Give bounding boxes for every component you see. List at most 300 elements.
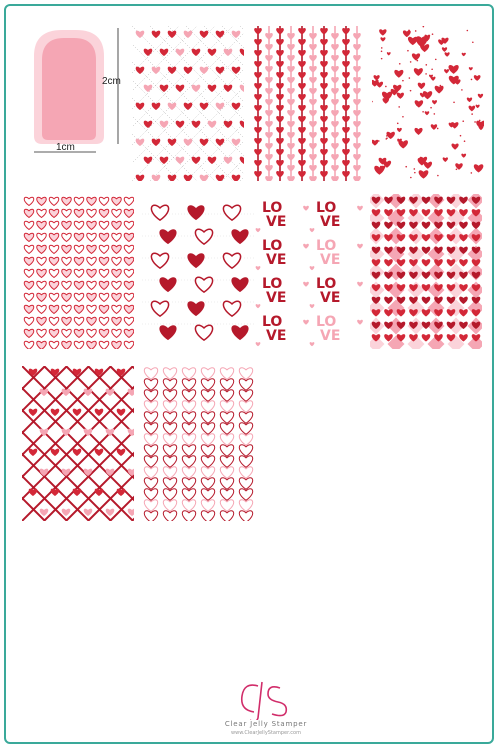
heart-shape [87, 305, 97, 313]
heart-shape [384, 222, 393, 229]
heart-shape [99, 269, 109, 277]
dot [402, 116, 404, 118]
heart-shape [201, 434, 214, 446]
love-text: LO [262, 276, 283, 292]
heart-shape [239, 390, 252, 402]
nail-size-guide [32, 26, 142, 161]
heart-shape [422, 259, 431, 266]
heart-shape [200, 67, 209, 74]
heart-shape [160, 49, 169, 56]
heart-shape [151, 205, 168, 220]
dot [432, 33, 434, 35]
dot [410, 177, 412, 179]
heart-shape [424, 162, 432, 169]
heart-shape [184, 31, 193, 38]
heart-shape [87, 233, 97, 241]
heart-shape [163, 511, 176, 521]
heart-shape [168, 175, 177, 181]
heart-shape [74, 305, 84, 313]
dot [464, 140, 466, 142]
heart-shape [73, 489, 82, 496]
heart-shape [216, 67, 225, 74]
heart-shape [73, 449, 82, 456]
heart-shape [239, 445, 252, 457]
heart-shape [163, 412, 176, 424]
heart-shape [144, 157, 153, 164]
heart-shape [49, 341, 59, 349]
heart-shape [239, 456, 252, 468]
love-text: VE [320, 214, 341, 230]
dot [377, 80, 379, 82]
love-text: VE [266, 214, 287, 230]
heart-shape [461, 154, 466, 158]
heart-shape [422, 234, 431, 241]
heart-shape [51, 489, 60, 496]
heart-shape [223, 301, 240, 316]
heart-shape [163, 478, 176, 490]
heart-shape [303, 206, 309, 211]
dot [422, 111, 424, 113]
heart-shape [220, 489, 233, 501]
dot [453, 101, 455, 103]
heart-shape [124, 281, 134, 289]
heart-shape [201, 489, 214, 501]
heart-shape [49, 257, 59, 265]
heart-shape [201, 368, 214, 380]
dot [471, 113, 473, 115]
heart-shape [184, 103, 193, 110]
heart-shape [24, 257, 34, 265]
heart-shape [384, 259, 393, 266]
heart-shape [239, 423, 252, 435]
heart-shape [201, 423, 214, 435]
pattern-block [428, 282, 445, 299]
heart-shape [200, 175, 209, 181]
heart-shape [144, 49, 153, 56]
heart-shape [87, 257, 97, 265]
heart-shape [87, 209, 97, 217]
heart-shape [29, 489, 38, 496]
dot [407, 50, 409, 52]
pattern-panel-7[interactable] [370, 194, 482, 349]
heart-shape [182, 423, 195, 435]
heart-shape [152, 31, 161, 38]
heart-shape [447, 222, 456, 229]
dot [434, 113, 436, 115]
pattern-panel-3[interactable] [372, 26, 484, 181]
dot [461, 89, 463, 91]
heart-shape [397, 259, 406, 266]
heart-shape [24, 329, 34, 337]
heart-shape [112, 305, 122, 313]
dot [431, 68, 433, 70]
heart-shape [74, 341, 84, 349]
heart-shape [117, 489, 126, 496]
heart-shape [459, 222, 468, 229]
heart-shape [412, 53, 420, 60]
heart-shape [112, 209, 122, 217]
heart-shape [240, 49, 244, 56]
heart-shape [144, 412, 157, 424]
heart-shape [163, 434, 176, 446]
heart-shape [37, 293, 47, 301]
heart-shape [256, 304, 261, 308]
heart-shape [184, 67, 193, 74]
dot [386, 135, 388, 137]
dot [474, 121, 476, 123]
dot [415, 30, 417, 32]
heart-shape [99, 317, 109, 325]
love-text: VE [320, 252, 341, 268]
heart-shape [357, 282, 363, 287]
heart-shape [420, 93, 426, 98]
heart-shape [422, 222, 431, 229]
heart-shape [87, 197, 97, 205]
heart-shape [124, 317, 134, 325]
dot [402, 80, 404, 82]
pattern-panel-6[interactable] [254, 194, 366, 349]
dot [422, 159, 424, 161]
heart-criss-cross-lattice [22, 366, 134, 521]
heart-shape [62, 257, 72, 265]
heart-shape [420, 44, 429, 52]
pattern-panel-1[interactable] [132, 26, 244, 181]
heart-shape [184, 175, 193, 181]
heart-shape [201, 500, 214, 512]
heart-shape [49, 197, 59, 205]
pattern-panel-4[interactable] [22, 194, 134, 349]
heart-shape [208, 157, 217, 164]
heart-shape [451, 144, 458, 150]
heart-shape [37, 329, 47, 337]
heart-shape [49, 221, 59, 229]
heart-shape [220, 511, 233, 521]
heart-shape [220, 467, 233, 479]
heart-shape [99, 281, 109, 289]
heart-shape [62, 209, 72, 217]
heart-shape [163, 500, 176, 512]
dot [381, 47, 383, 49]
heart-shape [49, 293, 59, 301]
heart-shape [459, 309, 468, 316]
outline-heart-columns [142, 366, 254, 521]
heart-shape [201, 401, 214, 413]
heart-shape [220, 500, 233, 512]
pattern-panel-8[interactable] [22, 366, 134, 521]
heart-shape [62, 341, 72, 349]
heart-shape [159, 277, 176, 292]
heart-shape [216, 103, 225, 110]
dot [438, 86, 440, 88]
dot [437, 128, 439, 130]
heart-shape [240, 157, 244, 164]
heart-shape [144, 401, 157, 413]
heart-shape [124, 341, 134, 349]
heart-shape [201, 412, 214, 424]
heart-shape [24, 197, 34, 205]
heart-shape [232, 175, 241, 181]
heart-shape [195, 325, 212, 340]
heart-shape [357, 320, 363, 325]
heart-shape [74, 197, 84, 205]
heart-shape [160, 157, 169, 164]
pattern-panel-5[interactable] [142, 194, 254, 349]
heart-shape [99, 221, 109, 229]
heart-shape [144, 445, 157, 457]
heart-shape [444, 69, 449, 73]
heart-shape [239, 489, 252, 501]
heart-shape [62, 509, 71, 516]
heart-shape [398, 140, 408, 148]
heart-shape [201, 445, 214, 457]
heart-shape [74, 269, 84, 277]
heart-shape [422, 334, 431, 341]
width-label: 1cm [56, 142, 75, 153]
heart-shape [220, 368, 233, 380]
heart-shape [168, 67, 177, 74]
heart-shape [151, 301, 168, 316]
pattern-panel-2[interactable] [252, 26, 364, 181]
heart-shape [51, 409, 60, 416]
dot [372, 101, 373, 103]
love-text: LO [316, 276, 337, 292]
heart-shape [24, 293, 34, 301]
love-text: LO [316, 314, 337, 330]
heart-shape [74, 257, 84, 265]
heart-shape [467, 97, 472, 102]
heart-shape [431, 124, 437, 130]
heart-shape [397, 128, 402, 132]
heart-shape [128, 469, 134, 476]
love-text: LO [262, 200, 283, 216]
heart-shape [124, 209, 134, 217]
heart-shape [176, 157, 185, 164]
heart-shape [112, 317, 122, 325]
heart-shape [256, 228, 261, 232]
heart-shape [95, 449, 104, 456]
pattern-block [408, 282, 425, 299]
heart-shape [49, 329, 59, 337]
heart-shape [422, 309, 431, 316]
heart-shape [182, 511, 195, 521]
dot [416, 104, 418, 106]
heart-shape [62, 197, 72, 205]
heart-shape [144, 368, 157, 380]
dot [471, 79, 473, 81]
heart-shape [163, 390, 176, 402]
dot [426, 40, 428, 42]
dot [378, 140, 380, 142]
heart-shape [24, 281, 34, 289]
heart-shape [62, 317, 72, 325]
heart-shape [419, 170, 429, 178]
heart-shape [24, 305, 34, 313]
heart-shape [159, 229, 176, 244]
heart-shape [49, 233, 59, 241]
love-text: VE [320, 328, 341, 344]
heart-shape [144, 478, 157, 490]
heart-shape [62, 245, 72, 253]
heart-shape [303, 282, 309, 287]
heart-shape [163, 423, 176, 435]
brand-url[interactable]: www.ClearJellyStamper.com [231, 730, 301, 736]
heart-shape [124, 197, 134, 205]
heart-shape [231, 277, 248, 292]
heart-shape [144, 423, 157, 435]
heart-shape [151, 253, 168, 268]
heart-shape [124, 245, 134, 253]
heart-shape [256, 266, 261, 270]
heart-shape [163, 368, 176, 380]
heart-shape [397, 93, 404, 99]
heart-shape [62, 233, 72, 241]
heart-shape [144, 121, 153, 128]
pattern-line [22, 366, 134, 521]
heart-shape [357, 244, 363, 249]
heart-shape [124, 329, 134, 337]
heart-shape [87, 221, 97, 229]
dot [456, 169, 458, 171]
love-text: VE [266, 328, 287, 344]
love-text: LO [316, 200, 337, 216]
heart-shape [87, 317, 97, 325]
heart-shape [40, 509, 49, 516]
heart-shape [239, 379, 252, 391]
heart-shape [163, 456, 176, 468]
heart-shape [74, 281, 84, 289]
love-text: VE [320, 290, 341, 306]
heart-shape [112, 221, 122, 229]
heart-shape [49, 317, 59, 325]
heart-shape [49, 245, 59, 253]
dot [471, 172, 473, 174]
heart-shape [87, 269, 97, 277]
heart-shape [37, 233, 47, 241]
dot [408, 29, 410, 31]
heart-shape [256, 342, 261, 346]
heart-shape [168, 139, 177, 146]
heart-shape [112, 281, 122, 289]
heart-shape [192, 121, 201, 128]
heart-shape [303, 320, 309, 325]
heart-shape [152, 175, 161, 181]
dot [409, 77, 411, 79]
heart-shape [414, 68, 423, 76]
heart-shape [37, 269, 47, 277]
heart-shape [37, 245, 47, 253]
heart-shape [187, 205, 204, 220]
heart-shape [99, 257, 109, 265]
dot [462, 120, 464, 122]
heart-shape [144, 467, 157, 479]
heart-shape [112, 329, 122, 337]
dot [381, 58, 383, 60]
heart-shape [160, 121, 169, 128]
heart-shape [310, 266, 315, 270]
dot [398, 106, 400, 108]
love-text: LO [262, 314, 283, 330]
heart-shape [469, 106, 476, 112]
heart-shape [176, 49, 185, 56]
heart-shape [376, 82, 383, 88]
heart-shape [447, 259, 456, 266]
heart-shape [442, 47, 447, 52]
heart-shape [240, 121, 244, 128]
heart-shape [144, 511, 157, 521]
heart-shape [220, 412, 233, 424]
dot [421, 39, 423, 41]
heart-shape [384, 309, 393, 316]
heart-shape [152, 103, 161, 110]
heart-shape [239, 478, 252, 490]
heart-shape [469, 67, 473, 70]
dot [425, 64, 427, 66]
heart-shape [74, 293, 84, 301]
brand-name: Clear Jelly Stamper [224, 720, 308, 728]
heart-shape [459, 297, 468, 304]
heart-shape [168, 31, 177, 38]
dot [440, 85, 442, 87]
heart-shape [62, 221, 72, 229]
heart-shape [168, 103, 177, 110]
heart-shape [192, 85, 201, 92]
heart-shape [37, 317, 47, 325]
love-text-tiles [254, 194, 366, 349]
heart-shape [29, 449, 38, 456]
heart-shape [425, 111, 430, 115]
heart-shape [182, 478, 195, 490]
heart-shape [220, 456, 233, 468]
heart-shape [459, 259, 468, 266]
dot [417, 60, 419, 62]
heart-shape [408, 37, 418, 45]
heart-shape [51, 449, 60, 456]
heart-shape [49, 209, 59, 217]
heart-shape [220, 478, 233, 490]
heart-shape [144, 489, 157, 501]
heart-shape [128, 429, 134, 436]
heart-shape [99, 245, 109, 253]
heart-shape [239, 434, 252, 446]
heart-shape [239, 467, 252, 479]
pattern-panel-9[interactable] [142, 366, 254, 521]
dot [425, 73, 427, 75]
heart-shape [37, 209, 47, 217]
cjs-monogram-icon [196, 676, 336, 720]
heart-shape [182, 445, 195, 457]
heart-shape [474, 75, 481, 81]
heart-shape [112, 341, 122, 349]
dot [405, 166, 407, 168]
heart-shape [201, 478, 214, 490]
heart-shape [24, 341, 34, 349]
heart-shape [379, 29, 386, 35]
heart-shape [37, 281, 47, 289]
scattered-hearts [372, 26, 484, 181]
heart-shape [384, 297, 393, 304]
dot [441, 41, 443, 43]
heart-shape [74, 233, 84, 241]
love-text: LO [262, 238, 283, 254]
heart-shape [182, 456, 195, 468]
heart-shape [201, 390, 214, 402]
heart-shape [422, 209, 431, 216]
heart-shape [476, 105, 480, 109]
dot [464, 53, 466, 55]
heart-shape [208, 85, 217, 92]
heart-shape [200, 31, 209, 38]
heart-shape [415, 100, 424, 107]
